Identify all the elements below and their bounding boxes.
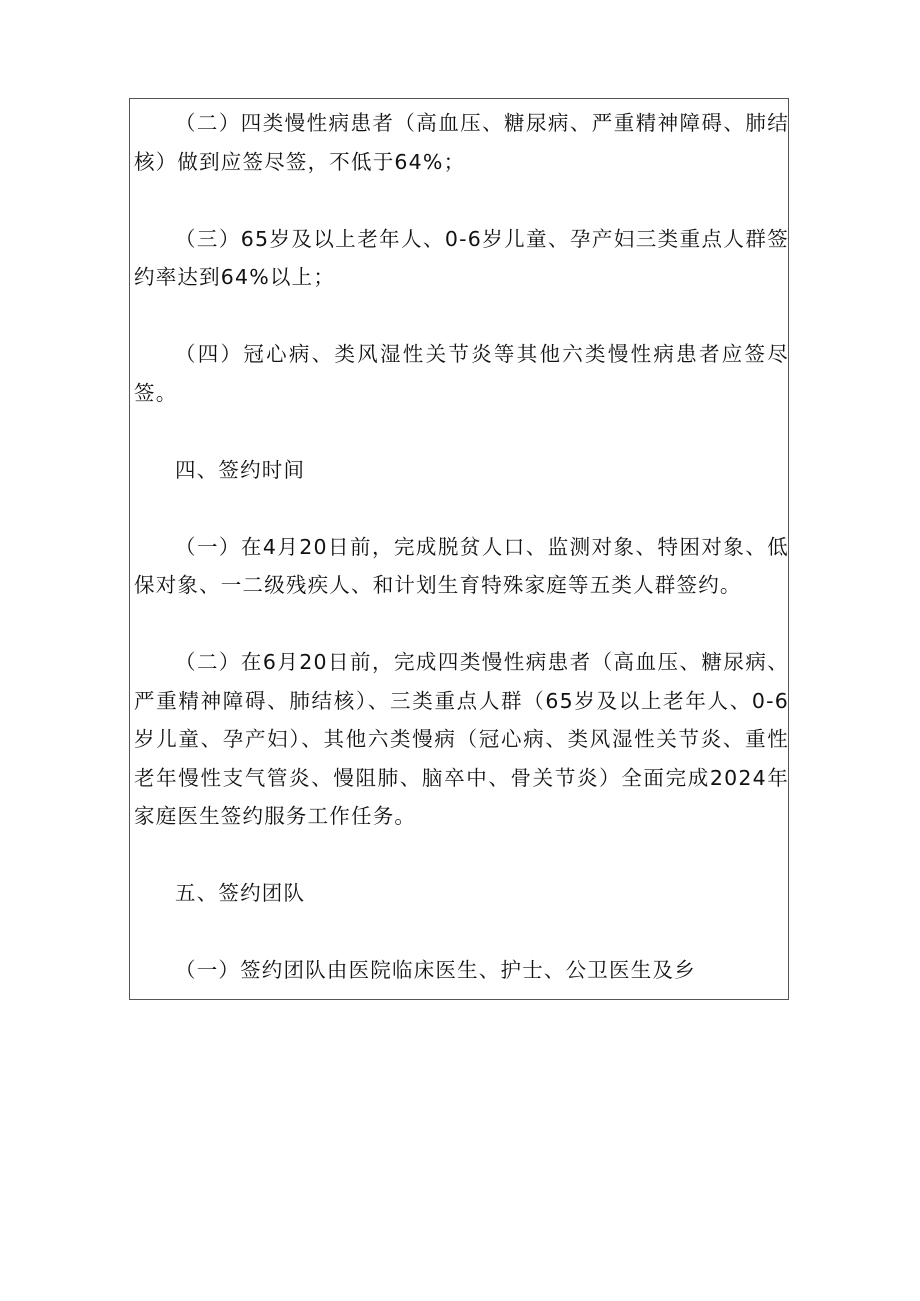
paragraph-team-composition: （一）签约团队由医院临床医生、护士、公卫医生及乡: [175, 958, 696, 982]
section-heading-signing-team: 五、签约团队: [175, 881, 306, 905]
paragraph-spacer: [134, 297, 789, 336]
paragraph-spacer: [134, 489, 789, 528]
paragraph-june-deadline: （二）在6月20日前，完成四类慢性病患者（高血压、糖尿病、严重精神障碍、肺结核）、三类重点人群（65岁及以上老年人、0-6岁儿童、孕产妇）、其他六类慢病（冠心病、类风湿性关节炎、重性老年慢性支气管炎、慢阻肺、脑卒中、骨关节炎）全面完成2024年家庭医生签约服务工作任务。: [134, 650, 789, 828]
paragraph-chronic-disease-patients: （二）四类慢性病患者（高血压、糖尿病、严重精神障碍、肺结核）做到应签尽签，不低于64%；: [134, 111, 789, 174]
document-body: [134, 104, 789, 990]
paragraph-spacer: [134, 181, 789, 220]
paragraph-spacer: [134, 605, 789, 644]
section-heading-signing-time: 四、签约时间: [175, 457, 306, 482]
paragraph-other-chronic-diseases: （四）冠心病、类风湿性关节炎等其他六类慢性病患者应签尽签。: [134, 342, 789, 405]
paragraph-spacer: [134, 913, 789, 952]
paragraph-spacer: [134, 412, 789, 451]
paragraph-key-population-signing-rate: （三）65岁及以上老年人、0-6岁儿童、孕产妇三类重点人群签约率达到64%以上；: [134, 226, 789, 289]
paragraph-spacer: [134, 836, 789, 875]
paragraph-april-deadline: （一）在4月20日前，完成脱贫人口、监测对象、特困对象、低保对象、一二级残疾人、和计划生育特殊家庭等五类人群签约。: [134, 534, 789, 597]
